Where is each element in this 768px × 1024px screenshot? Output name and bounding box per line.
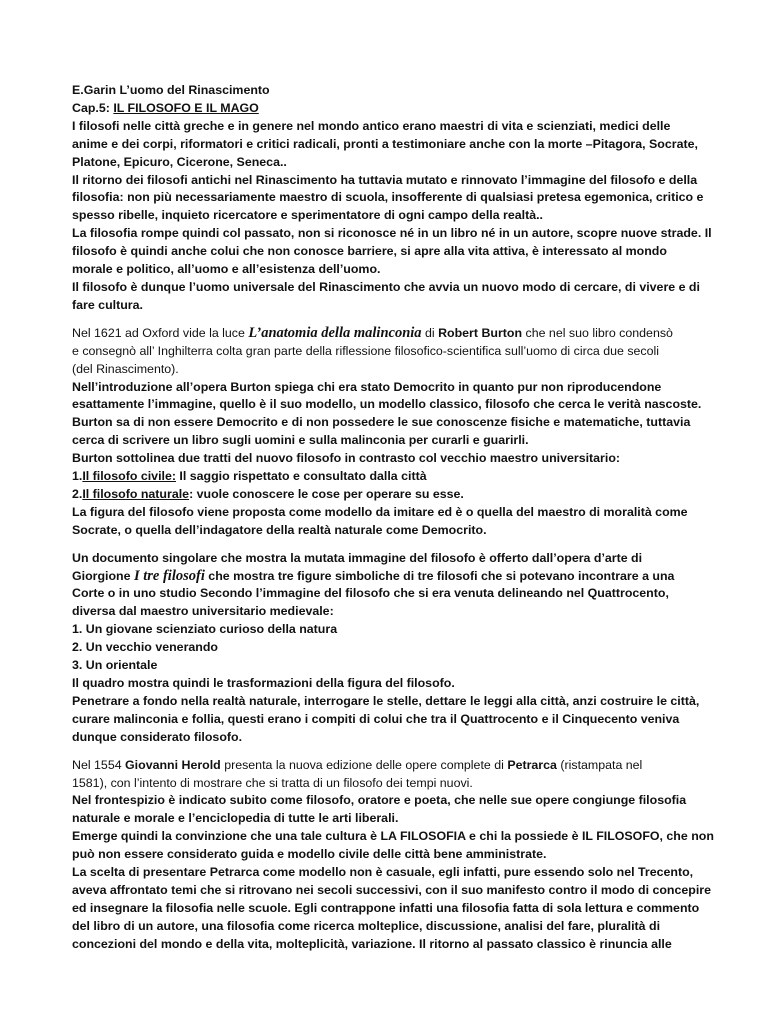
text-line: 1581), con l’intento di mostrare che si tratta di un filosofo dei tempi nuovi. bbox=[72, 775, 473, 790]
text-line: esattamente l’immagine, quello è il suo modello, un modello classico, filosofo che cerca le verità nascoste. bbox=[72, 397, 702, 412]
text-line: Nel frontespizio è indicato subito come filosofo, oratore e poeta, che nelle sue opere congiunge filosofia bbox=[72, 793, 687, 808]
text-line: La scelta di presentare Petrarca come modello non è casuale, egli infatti, pure essendo solo nel Trecento, bbox=[72, 865, 694, 880]
text-line: ed insegnare la filosofia nelle scuole. Egli contrappone infatti una filosofia fatta di sola lettura e commento bbox=[72, 900, 700, 915]
text-run: (ristampata nel bbox=[556, 757, 643, 772]
author-name: Robert Burton bbox=[438, 325, 523, 340]
book-title: L’anatomia della malinconia bbox=[248, 324, 422, 341]
chapter-title: IL FILOSOFO E IL MAGO bbox=[113, 100, 259, 115]
text-line: La filosofia rompe quindi col passato, non si riconosce né in un libro né in un autore, scopre nuove strade. Il bbox=[72, 226, 712, 241]
text-run: che nel suo libro condensò bbox=[522, 325, 673, 340]
text-run: Nel 1554 bbox=[72, 757, 126, 772]
text-line bbox=[72, 757, 712, 775]
text-line: Socrate, o quella dell’indagatore della realtà naturale come Democrito. bbox=[72, 522, 487, 537]
text-line: cerca di scrivere un libro sugli uomini e sulla malinconia per curarli e guarirli. bbox=[72, 433, 529, 448]
text-line: morale e politico, all’uomo e all’esistenza dell’uomo. bbox=[72, 262, 381, 277]
list-item bbox=[72, 486, 712, 504]
document-page bbox=[72, 82, 712, 954]
text-line: Emerge quindi la convinzione che una tale cultura è LA FILOSOFIA e chi la possiede è IL FILOSOFO, che non bbox=[72, 829, 714, 844]
chapter-heading bbox=[72, 100, 712, 118]
text-line: La figura del filosofo viene proposta come modello da imitare ed è o quella del maestro di moralità come bbox=[72, 504, 688, 519]
text-line: Penetrare a fondo nella realtà naturale, interrogare le stelle, dettare le leggi alla città, anzi costruire le città, bbox=[72, 693, 700, 708]
person-name: Petrarca bbox=[507, 757, 557, 772]
text-run: di bbox=[421, 325, 439, 340]
text-line: concezioni del mondo e della vita, molteplicità, variazione. Il ritorno al passato classico è rinuncia alle bbox=[72, 936, 672, 951]
list-number: 1. bbox=[72, 469, 83, 484]
text-run: che mostra tre figure simboliche di tre filosofi che si potevano incontrare a una bbox=[204, 568, 675, 583]
text-line: aveva affrontato temi che si ritrovano nei secoli successivi, con il suo manifesto contro il modo di concepire bbox=[72, 882, 711, 897]
list-item: 2. Un vecchio venerando bbox=[72, 640, 218, 655]
paragraph-gap bbox=[72, 747, 712, 757]
list-text: : vuole conoscere le cose per operare su esse. bbox=[189, 486, 464, 501]
list-item bbox=[72, 468, 712, 486]
text-line: spesso ribelle, inquieto ricercatore e sperimentatore di ogni campo della realtà.. bbox=[72, 208, 543, 223]
text-line: Il quadro mostra quindi le trasformazioni della figura del filosofo. bbox=[72, 676, 455, 690]
document-heading: E.Garin L’uomo del Rinascimento bbox=[72, 83, 270, 97]
text-line: (del Rinascimento). bbox=[72, 361, 179, 376]
text-line bbox=[72, 325, 712, 343]
text-line: Burton sottolinea due tratti del nuovo filosofo in contrasto col vecchio maestro universitario: bbox=[72, 451, 621, 466]
list-item: 3. Un orientale bbox=[72, 658, 158, 673]
list-item: 1. Un giovane scienziato curioso della natura bbox=[72, 622, 338, 637]
paragraph-gap bbox=[72, 315, 712, 325]
text-line: Un documento singolare che mostra la mutata immagine del filosofo è offerto dall’opera d’arte di bbox=[72, 550, 643, 565]
text-line: curare malinconia e follia, questi erano i compiti di colui che tra il Quattrocento e il Cinquecento veniva bbox=[72, 711, 680, 726]
text-line: Burton sa di non essere Democrito e di non possedere le sue conoscenze fisiche e matematiche, tuttavia bbox=[72, 415, 691, 430]
text-line: I filosofi nelle città greche e in genere nel mondo antico erano maestri di vita e scienziati, medici delle bbox=[72, 118, 671, 133]
text-line: Il filosofo è dunque l’uomo universale del Rinascimento che avvia un nuovo modo di cercare, di vivere e di bbox=[72, 279, 700, 294]
list-label: Il filosofo naturale bbox=[82, 486, 190, 501]
text-line bbox=[72, 568, 712, 586]
text-line: filosofo è quindi anche colui che non conosce barriere, si apre alla vita attiva, è interessato al mondo bbox=[72, 244, 667, 259]
text-run: Giorgione bbox=[72, 568, 134, 583]
text-line: naturale e morale e l’enciclopedia di tutte le arti liberali. bbox=[72, 811, 399, 826]
list-label: Il filosofo civile: bbox=[82, 469, 176, 484]
text-line: del libro di un autore, una filosofia come ricerca molteplice, discussione, analisi del fare, pluralità di bbox=[72, 918, 661, 933]
list-text: Il saggio rispettato e consultato dalla città bbox=[175, 469, 427, 484]
chapter-prefix: Cap.5: bbox=[72, 100, 114, 115]
painting-title: I tre filosofi bbox=[133, 567, 205, 584]
text-line: fare cultura. bbox=[72, 297, 143, 312]
text-line: filosofia: non più necessariamente maestro di scuola, insofferente di qualsiasi pretesa egemonica, critico e bbox=[72, 190, 704, 205]
paragraph-gap bbox=[72, 540, 712, 550]
text-line: anime e dei corpi, riformatori e critici radicali, pronti a testimoniare anche con la morte –Pitagora, Socrate, bbox=[72, 136, 698, 151]
text-line: diversa dal maestro universitario medievale: bbox=[72, 604, 334, 619]
list-number: 2. bbox=[72, 486, 83, 501]
person-name: Giovanni Herold bbox=[125, 757, 221, 772]
text-line: dunque considerato filosofo. bbox=[72, 729, 243, 744]
text-line: e consegnò all’ Inghilterra colta gran parte della riflessione filosofico-scientifica sull’uomo di circa due secoli bbox=[72, 343, 660, 358]
text-run: presenta la nuova edizione delle opere complete di bbox=[220, 757, 508, 772]
text-line: può non essere considerato guida e modello civile delle città bene amministrate. bbox=[72, 847, 547, 862]
text-line: Platone, Epicuro, Cicerone, Seneca.. bbox=[72, 154, 287, 169]
text-run: Nel 1621 ad Oxford vide la luce bbox=[72, 325, 249, 340]
text-line: Il ritorno dei filosofi antichi nel Rinascimento ha tuttavia mutato e rinnovato l’immagine del filosofo e della bbox=[72, 172, 698, 187]
text-line: Corte o in uno studio Secondo l’immagine del filosofo che si era venuta delineando nel Quattrocento, bbox=[72, 586, 669, 601]
text-line: Nell’introduzione all’opera Burton spiega chi era stato Democrito in quanto pur non riproducendone bbox=[72, 379, 662, 394]
